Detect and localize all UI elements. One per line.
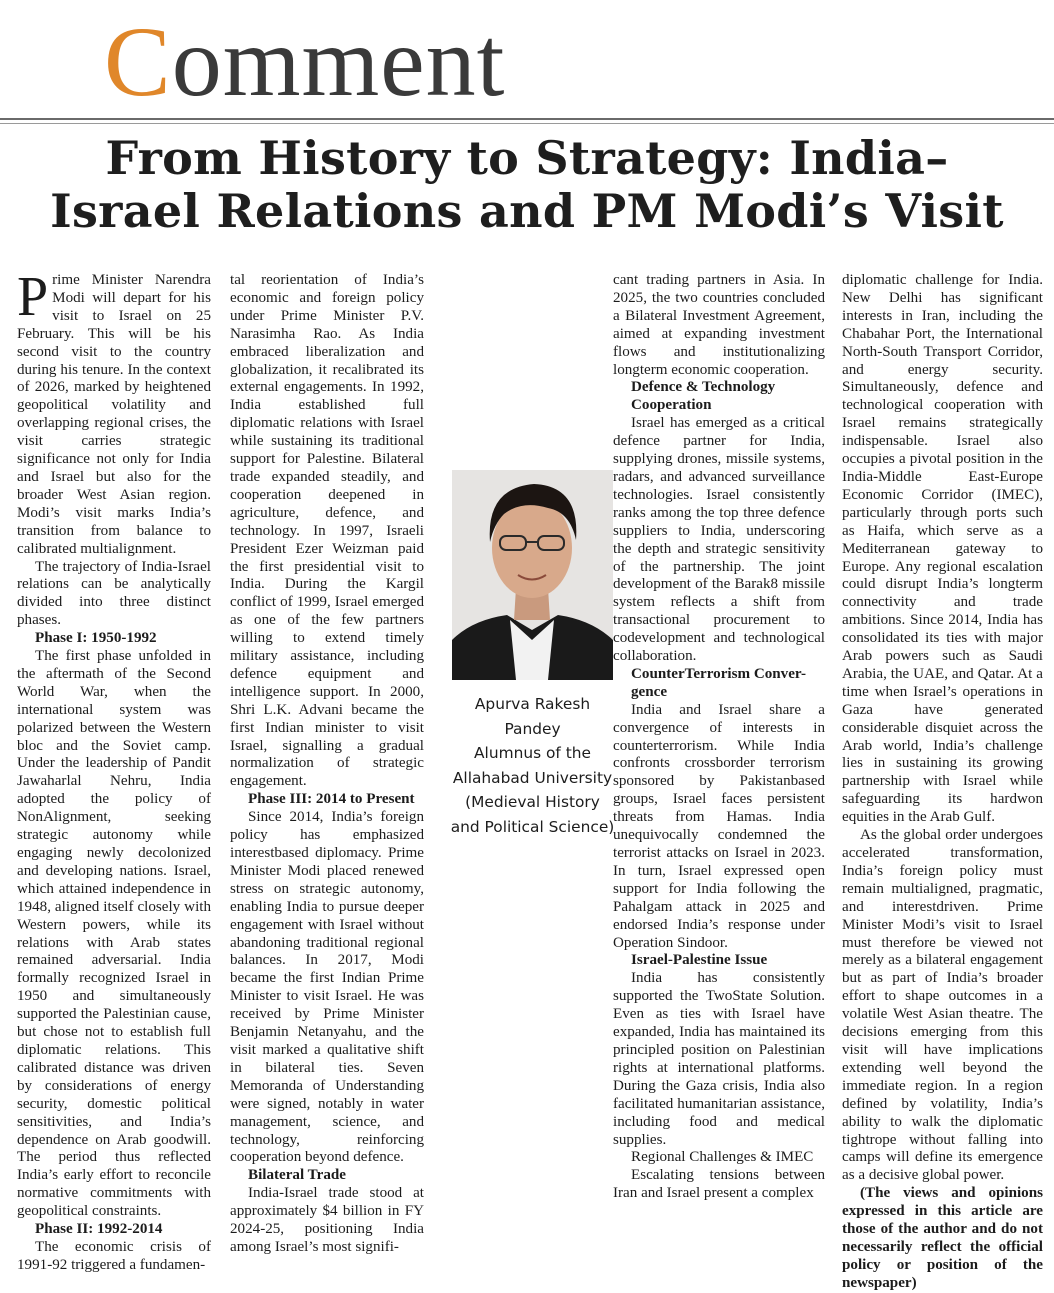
author-photo <box>452 470 613 680</box>
body-paragraph: India has consistently supported the TwoState Solution. Even as ties with Israel have expanded, India has maintained its principled position on Palestinian rights at international platforms. During the Gaza crisis, India also facilitated humanitarian assistance, including food and medical supplies. <box>613 970 825 1148</box>
body-paragraph-continued: tal reorientation of India’s economic and foreign policy under Prime Minister P.V. Narasimha Rao. As India embraced liberalization and globalization, it recalibrated its external engagements. In 1992, India established full diplomatic relations with Israel while sustaining its traditional support for Palestine. Bilateral trade expanded steadily, and cooperation deepened in agriculture, defence, and technology. In 1997, Israeli President Ezer Weizman paid the first presidential visit to India. During the Kargil conflict of 1999, Israel emerged as one of the few partners willing to extend timely military assistance, including defence equipment and intelligence support. In 2000, Shri L.K. Advani became the first Indian minister to visit Israel, signalling a gradual normalization of strategic engagement. <box>230 272 424 790</box>
body-paragraph-continued: cant trading partners in Asia. In 2025, the two countries concluded a Bilateral Investment Agreement, aimed at expanding investment flows and institutionalizing longterm economic cooperation. <box>613 272 825 378</box>
masthead-initial: C <box>104 6 172 117</box>
subhead-phase-2: Phase II: 1992-2014 <box>35 1221 163 1238</box>
subhead-phase-3: Phase III: 2014 to Present <box>248 791 415 808</box>
body-paragraph: India and Israel share a convergence of interests in counterterrorism. While India confronts crossborder terrorism sponsored by Pakistanbased groups, Israel faces persistent threats from Hamas. India unequivocally condemned the terrorist attacks on Israel in 2023. In turn, Israel expressed open support for India following the Pahalgam attack in 2025 and endorsed India’s response under Operation Sindoor. <box>613 701 825 951</box>
section-masthead <box>104 6 505 118</box>
masthead-rule <box>0 118 1054 120</box>
article-column-2 <box>230 272 424 1257</box>
author-credit-line-3: (Medieval History <box>465 793 600 811</box>
masthead-rest: omment <box>171 6 506 117</box>
author-name-line-2: Pandey <box>504 719 561 738</box>
body-paragraph: Israel has emerged as a critical defence partner for India, supplying drones, missile systems, radars, and advanced surveillance technologies. Israel consistently ranks among the top three defence suppliers to India, underscoring the depth and strategic sensitivity of the partnership. The joint development of the Barak8 missile system reflects a shift from transactional procurement to codevelopment and technological collaboration. <box>613 415 825 665</box>
author-credit-line-4: and Political Science) <box>450 817 615 836</box>
article-headline <box>0 132 1054 238</box>
editorial-disclaimer: (The views and opinions expressed in this article are those of the author and do not necessarily reflect the official policy or position of the newspaper) <box>842 1185 1043 1291</box>
body-paragraph: India-Israel trade stood at approximately $4 billion in FY 2024-25, positioning India among Israel’s most signifi- <box>230 1185 424 1255</box>
author-name-line-1: Apurva Rakesh <box>474 695 591 713</box>
article-column-1 <box>17 266 211 1275</box>
author-byline <box>440 692 625 839</box>
body-paragraph: The economic crisis of 1991-92 triggered a fundamen- <box>17 1238 211 1273</box>
article-column-3 <box>613 272 825 1203</box>
article-column-4 <box>842 272 1043 1293</box>
headline-line-1: From History to Strategy: India– <box>105 131 949 185</box>
headline-line-2: Israel Relations and PM Modi’s Visit <box>50 184 1004 238</box>
subhead-counter-terrorism: CounterTerrorism Conver- gence <box>631 665 807 700</box>
masthead-rule-thin <box>0 123 1054 124</box>
subhead-defence: Defence & Technology Cooperation <box>631 379 776 414</box>
body-paragraph-continued: diplomatic challenge for India. New Delhi has significant interests in Iran, including the Chabahar Port, the International North-South Transport Corridor, and energy security. Simultaneously, defence and technological cooperation with Israel remains strategically indispensable. Israel also occupies a pivotal position in the India-Middle East-Europe Economic Corridor (IMEC), particularly through ports such as Haifa, which serve as a Mediterranean gateway to Europe. Any regional escalation could disrupt India’s longterm connectivity and trade ambitions. Since 2014, India has consolidated its ties with major Arab powers such as Saudi Arabia, the UAE, and Qatar. At a time when Israel’s operations in Gaza have generated considerable disquiet across the Arab world, India’s challenge lies in sustaining its growing partnership with Israel while safeguarding its hardwon equities in the Arab Gulf. <box>842 272 1043 826</box>
drop-cap: P <box>17 266 49 328</box>
body-paragraph: The first phase unfolded in the aftermath of the Second World War, when the international system was polarized between the Western bloc and the Soviet camp. Under the leadership of Pandit Jawaharlal Nehru, India adopted the policy of NonAlignment, seeking strategic autonomy while engaging newly decolonized and developing nations. Israel, which attained independence in 1948, aligned itself closely with Western powers, while its relations with Arab states remained adversarial. India formally recognized Israel in 1950 and simultaneously supported the Palestinian cause, but chose not to establish full diplomatic relations. This calibrated distance was driven by considerations of energy security, domestic political sensitivities, and India’s dependence on Arab goodwill. The period thus reflected India’s early effort to reconcile normative commitments with geopolitical constraints. <box>17 648 211 1220</box>
body-paragraph: Escalating tensions between Iran and Israel present a complex <box>613 1167 825 1202</box>
author-credit-line-1: Alumnus of the <box>474 744 591 762</box>
subhead-regional-challenges: Regional Challenges & IMEC <box>631 1149 814 1166</box>
author-credit-line-2: Allahabad University <box>452 768 613 787</box>
subhead-bilateral-trade: Bilateral Trade <box>248 1167 346 1184</box>
body-paragraph: The trajectory of India-Israel relations can be analytically divided into three distinct phases. <box>17 558 211 629</box>
body-paragraph: As the global order undergoes accelerated transformation, India’s foreign policy must remain multialigned, pragmatic, and interestdriven. Prime Minister Modi’s visit to Israel must therefore be viewed not merely as a bilateral engagement but as part of India’s broader effort to shape outcomes in a volatile West Asian theatre. The decisions emerging from this visit will have implications extending well beyond the immediate region. In a region defined by volatility, India’s ability to walk the diplomatic tightrope without falling into camps will define its emergence as a decisive global power. <box>842 827 1043 1184</box>
body-paragraph: Since 2014, India’s foreign policy has emphasized interestbased diplomacy. Prime Minister Modi placed renewed stress on strategic autonomy, enabling India to pursue deeper engagement with Israel without abandoning traditional regional balances. In 2017, Modi became the first Indian Prime Minister to visit Israel. He was received by Prime Minister Benjamin Netanyahu, and the visit marked a qualitative shift in bilateral ties. Seven Memoranda of Understanding were signed, notably in water management, science, and technology, reinforcing cooperation beyond defence. <box>230 809 424 1166</box>
subhead-israel-palestine: Israel-Palestine Issue <box>631 952 768 969</box>
intro-paragraph: Prime Minister Narendra Modi will depart for his visit to Israel on 25 February. This will be his second visit to the country during his tenure. In the context of 2026, marked by heightened geopolitical volatility and overlapping regional crises, the visit carries strategic significance not only for India and Israel but also for the broader West Asian region. Modi’s visit marks India’s transition from balance to calibrated multialignment. <box>17 266 211 557</box>
subhead-phase-1: Phase I: 1950-1992 <box>35 630 157 647</box>
